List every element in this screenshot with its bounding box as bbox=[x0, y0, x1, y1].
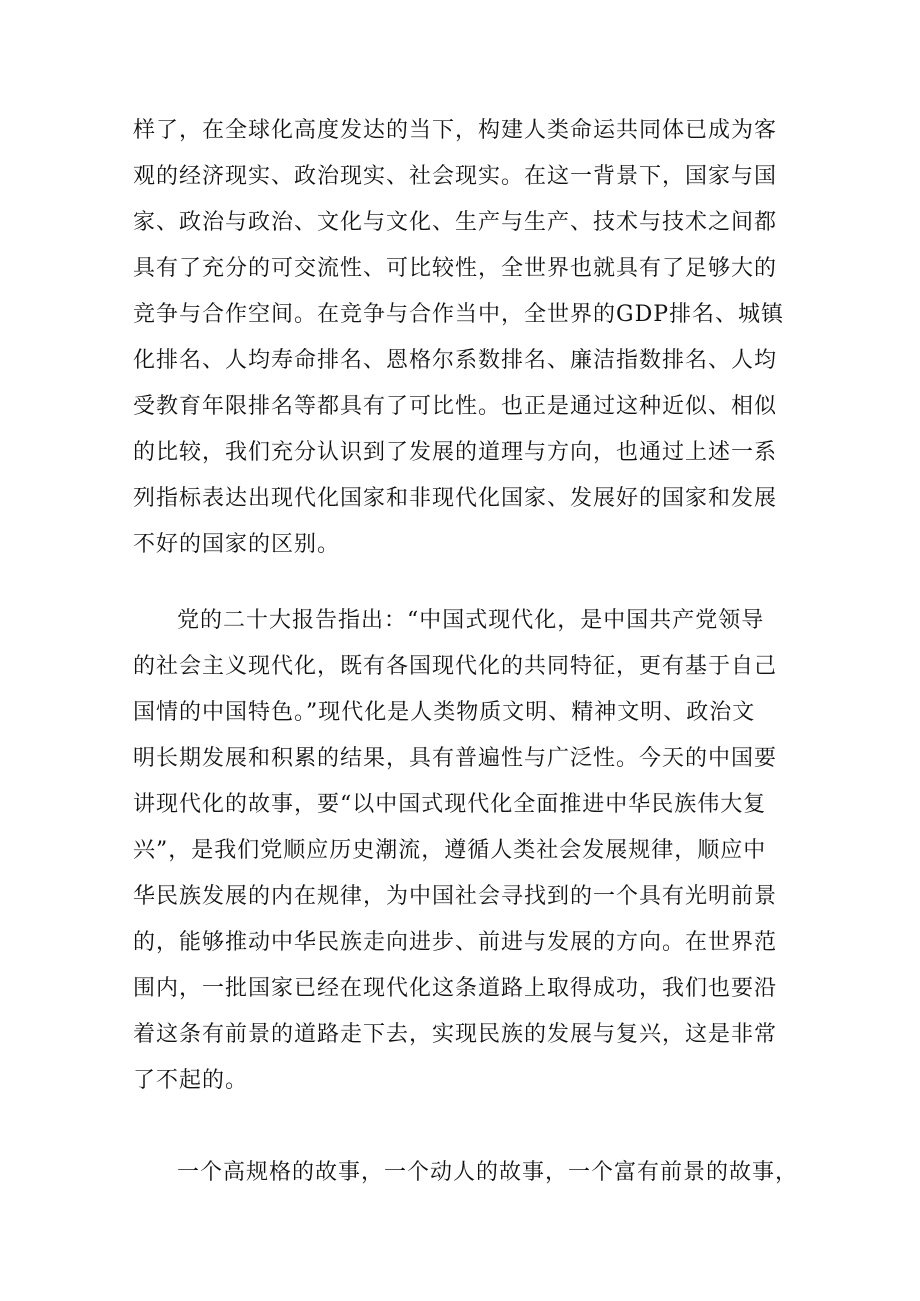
text-line-first: 一个高规格的故事，一个动人的故事，一个富有前景的故事， bbox=[177, 1160, 799, 1185]
text-line: 兴”，是我们党顺应历史潮流，遵循人类社会发展规律，顺应中 bbox=[133, 838, 767, 863]
text-line: 明长期发展和积累的结果，具有普遍性与广泛性。今天的中国要 bbox=[133, 746, 778, 771]
text-line: 华民族发展的内在规律，为中国社会寻找到的一个具有光明前景 bbox=[133, 884, 778, 909]
text-line: 样了，在全球化高度发达的当下，构建人类命运共同体已成为客 bbox=[133, 118, 778, 143]
text-line: 具有了充分的可交流性、可比较性，全世界也就具有了足够大的 bbox=[133, 256, 778, 281]
text-line: 讲现代化的故事，要“以中国式现代化全面推进中华民族伟大复 bbox=[133, 792, 767, 817]
text-line-first: 党的二十大报告指出：“中国式现代化，是中国共产党领导 bbox=[177, 608, 765, 633]
paragraph-1 bbox=[133, 108, 793, 568]
text-line: 着这条有前景的道路走下去，实现民族的发展与复兴，这是非常 bbox=[133, 1022, 778, 1047]
text-line: 了不起的。 bbox=[133, 1068, 249, 1093]
paragraph-2 bbox=[133, 598, 793, 1104]
text-line: 围内，一批国家已经在现代化这条道路上取得成功，我们也要沿 bbox=[133, 976, 778, 1001]
text-line: 受教育年限排名等都具有了可比性。也正是通过这种近似、相似 bbox=[133, 394, 778, 419]
text-line: 观的经济现实、政治现实、社会现实。在这一背景下，国家与国 bbox=[133, 164, 778, 189]
paragraph-3 bbox=[133, 1150, 799, 1196]
text-line: 竞争与合作空间。在竞争与合作当中，全世界的GDP排名、城镇 bbox=[133, 302, 785, 327]
text-line: 不好的国家的区别。 bbox=[133, 532, 341, 557]
text-line: 的社会主义现代化，既有各国现代化的共同特征，更有基于自己 bbox=[133, 654, 778, 679]
text-line: 的，能够推动中华民族走向进步、前进与发展的方向。在世界范 bbox=[133, 930, 778, 955]
text-line: 家、政治与政治、文化与文化、生产与生产、技术与技术之间都 bbox=[133, 210, 778, 235]
text-line: 国情的中国特色。”现代化是人类物质文明、精神文明、政治文 bbox=[133, 700, 756, 725]
text-line: 列指标表达出现代化国家和非现代化国家、发展好的国家和发展 bbox=[133, 486, 778, 511]
text-line: 的比较，我们充分认识到了发展的道理与方向，也通过上述一系 bbox=[133, 440, 778, 465]
text-line: 化排名、人均寿命排名、恩格尔系数排名、廉洁指数排名、人均 bbox=[133, 348, 778, 373]
